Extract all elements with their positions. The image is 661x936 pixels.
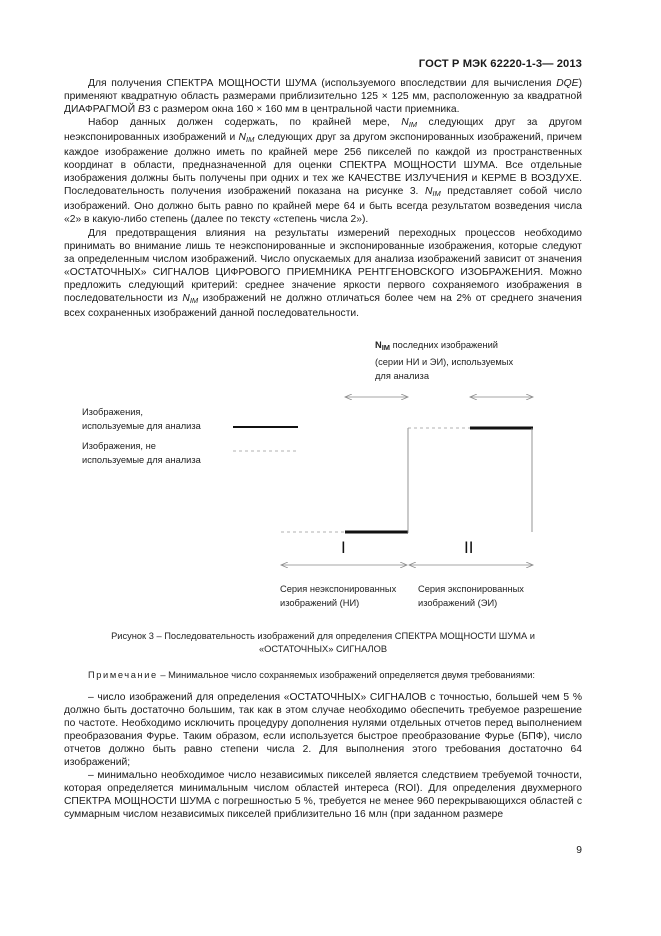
sequence-diagram-graphic (0, 330, 661, 620)
figure-caption: Рисунок 3 – Последовательность изображений для определения СПЕКТРА МОЩНОСТИ ШУМА и «ОСТАТОЧНЫХ» СИГНАЛОВ (111, 631, 535, 654)
note-items (64, 691, 582, 821)
top-label: $N_{IM}$ последних изображений (серии НИ и ЭИ), используемых для анализа (375, 340, 514, 381)
figure-3-diagram (0, 330, 661, 620)
legend-unused: Изображения, не используемые для анализа (82, 441, 201, 465)
standard-header: ГОСТ Р МЭК 62220-1-3— 2013 (418, 58, 582, 70)
note-item-1: – число изображений для определения «ОСТАТОЧНЫХ» СИГНАЛОВ с точностью, большей чем 5 % должно быть достаточно большим, так как в этом случае необходимо обеспечить требуемое разрешение по частоте. Необходимо исключить процедуру дополнения нулями отдельных отчетов перед выполнением преобразования Фурье. Таким образом, если используется быстрое преобразование Фурье (БПФ), число отчетов должно быть равно степени числа 2. Для выполнения этого требования достаточно 64 изображений; (64, 692, 582, 769)
paragraph-1: Для получения СПЕКТРА МОЩНОСТИ ШУМА (используемого впоследствии для вычисления DQE) применяют квадратную область размерами приблизительно 125 × 125 мм, расположенную за квадратной ДИАФРАГМОЙ B3 с размером окна 160 × 160 мм в центральной части приемника. (64, 78, 582, 116)
note-item-2: – минимально необходимое число независимых пикселей является следствием требуемой точности, которая определяется минимальным числом областей интереса (ROI). Для определения двухмерного СПЕКТРА МОЩНОСТИ ШУМА с погрешностью 5 %, требуется не менее 960 перекрывающихся областей с суммарным числом независимых пикселей приблизительно 16 млн (при заданном размере (64, 770, 582, 821)
body-text-top (64, 77, 582, 320)
series-2-numeral: II (464, 538, 474, 557)
series-1-numeral: I (341, 538, 346, 557)
legend-used: Изображения, используемые для анализа (82, 407, 201, 431)
page-number: 9 (576, 845, 582, 856)
note-intro: Примечание – Минимальное число сохраняемых изображений определяется двумя требованиями: (88, 670, 536, 680)
series-1-label: Серия неэкспонированных изображений (НИ) (280, 584, 397, 608)
series-2-label: Серия экспонированных изображений (ЭИ) (418, 584, 524, 608)
paragraph-2: Набор данных должен содержать, по крайней мере, $N_{IM}$ следующих друг за другом неэкспонированных изображений и $N_{IM}$ следующих друг за другом экспонированных изображений, причем каждое изображение должно иметь по крайней мере 256 пикселей по каждой из пространственных координат в области, предназначенной для оценки СПЕКТРА МОЩНОСТИ ШУМА. Все отдельные изображения должны быть получены при одних и тех же КАЧЕСТВЕ ИЗЛУЧЕНИЯ и КЕРМЕ В ВОЗДУХЕ. Последовательность получения изображений показана на рисунке 3. $N_{IM}$ представляет собой число изображений. Оно должно быть равно по крайней мере 64 и быть всегда результатом возведения числа «2» в какую-либо степень (далее по тексту «степень числа 2»). (64, 117, 582, 226)
paragraph-3: Для предотвращения влияния на результаты измерений переходных процессов необходимо принимать во внимание лишь те неэкспонированные и экспонированные изображения, которые следуют за определенным числом изображений. Число опускаемых для анализа изображений зависит от значения «ОСТАТОЧНЫХ» СИГНАЛОВ ЦИФРОВОГО ПРИЕМНИКА РЕНТГЕНОВСКОГО ИЗОБРАЖЕНИЯ. Можно предложить следующий критерий: среднее значение яркости первого сохраняемого изображения в последовательности из $N_{IM}$ изображений не должно отличаться более чем на 2% от среднего значения всех сохраненных изображений данной последовательности. (64, 227, 582, 319)
